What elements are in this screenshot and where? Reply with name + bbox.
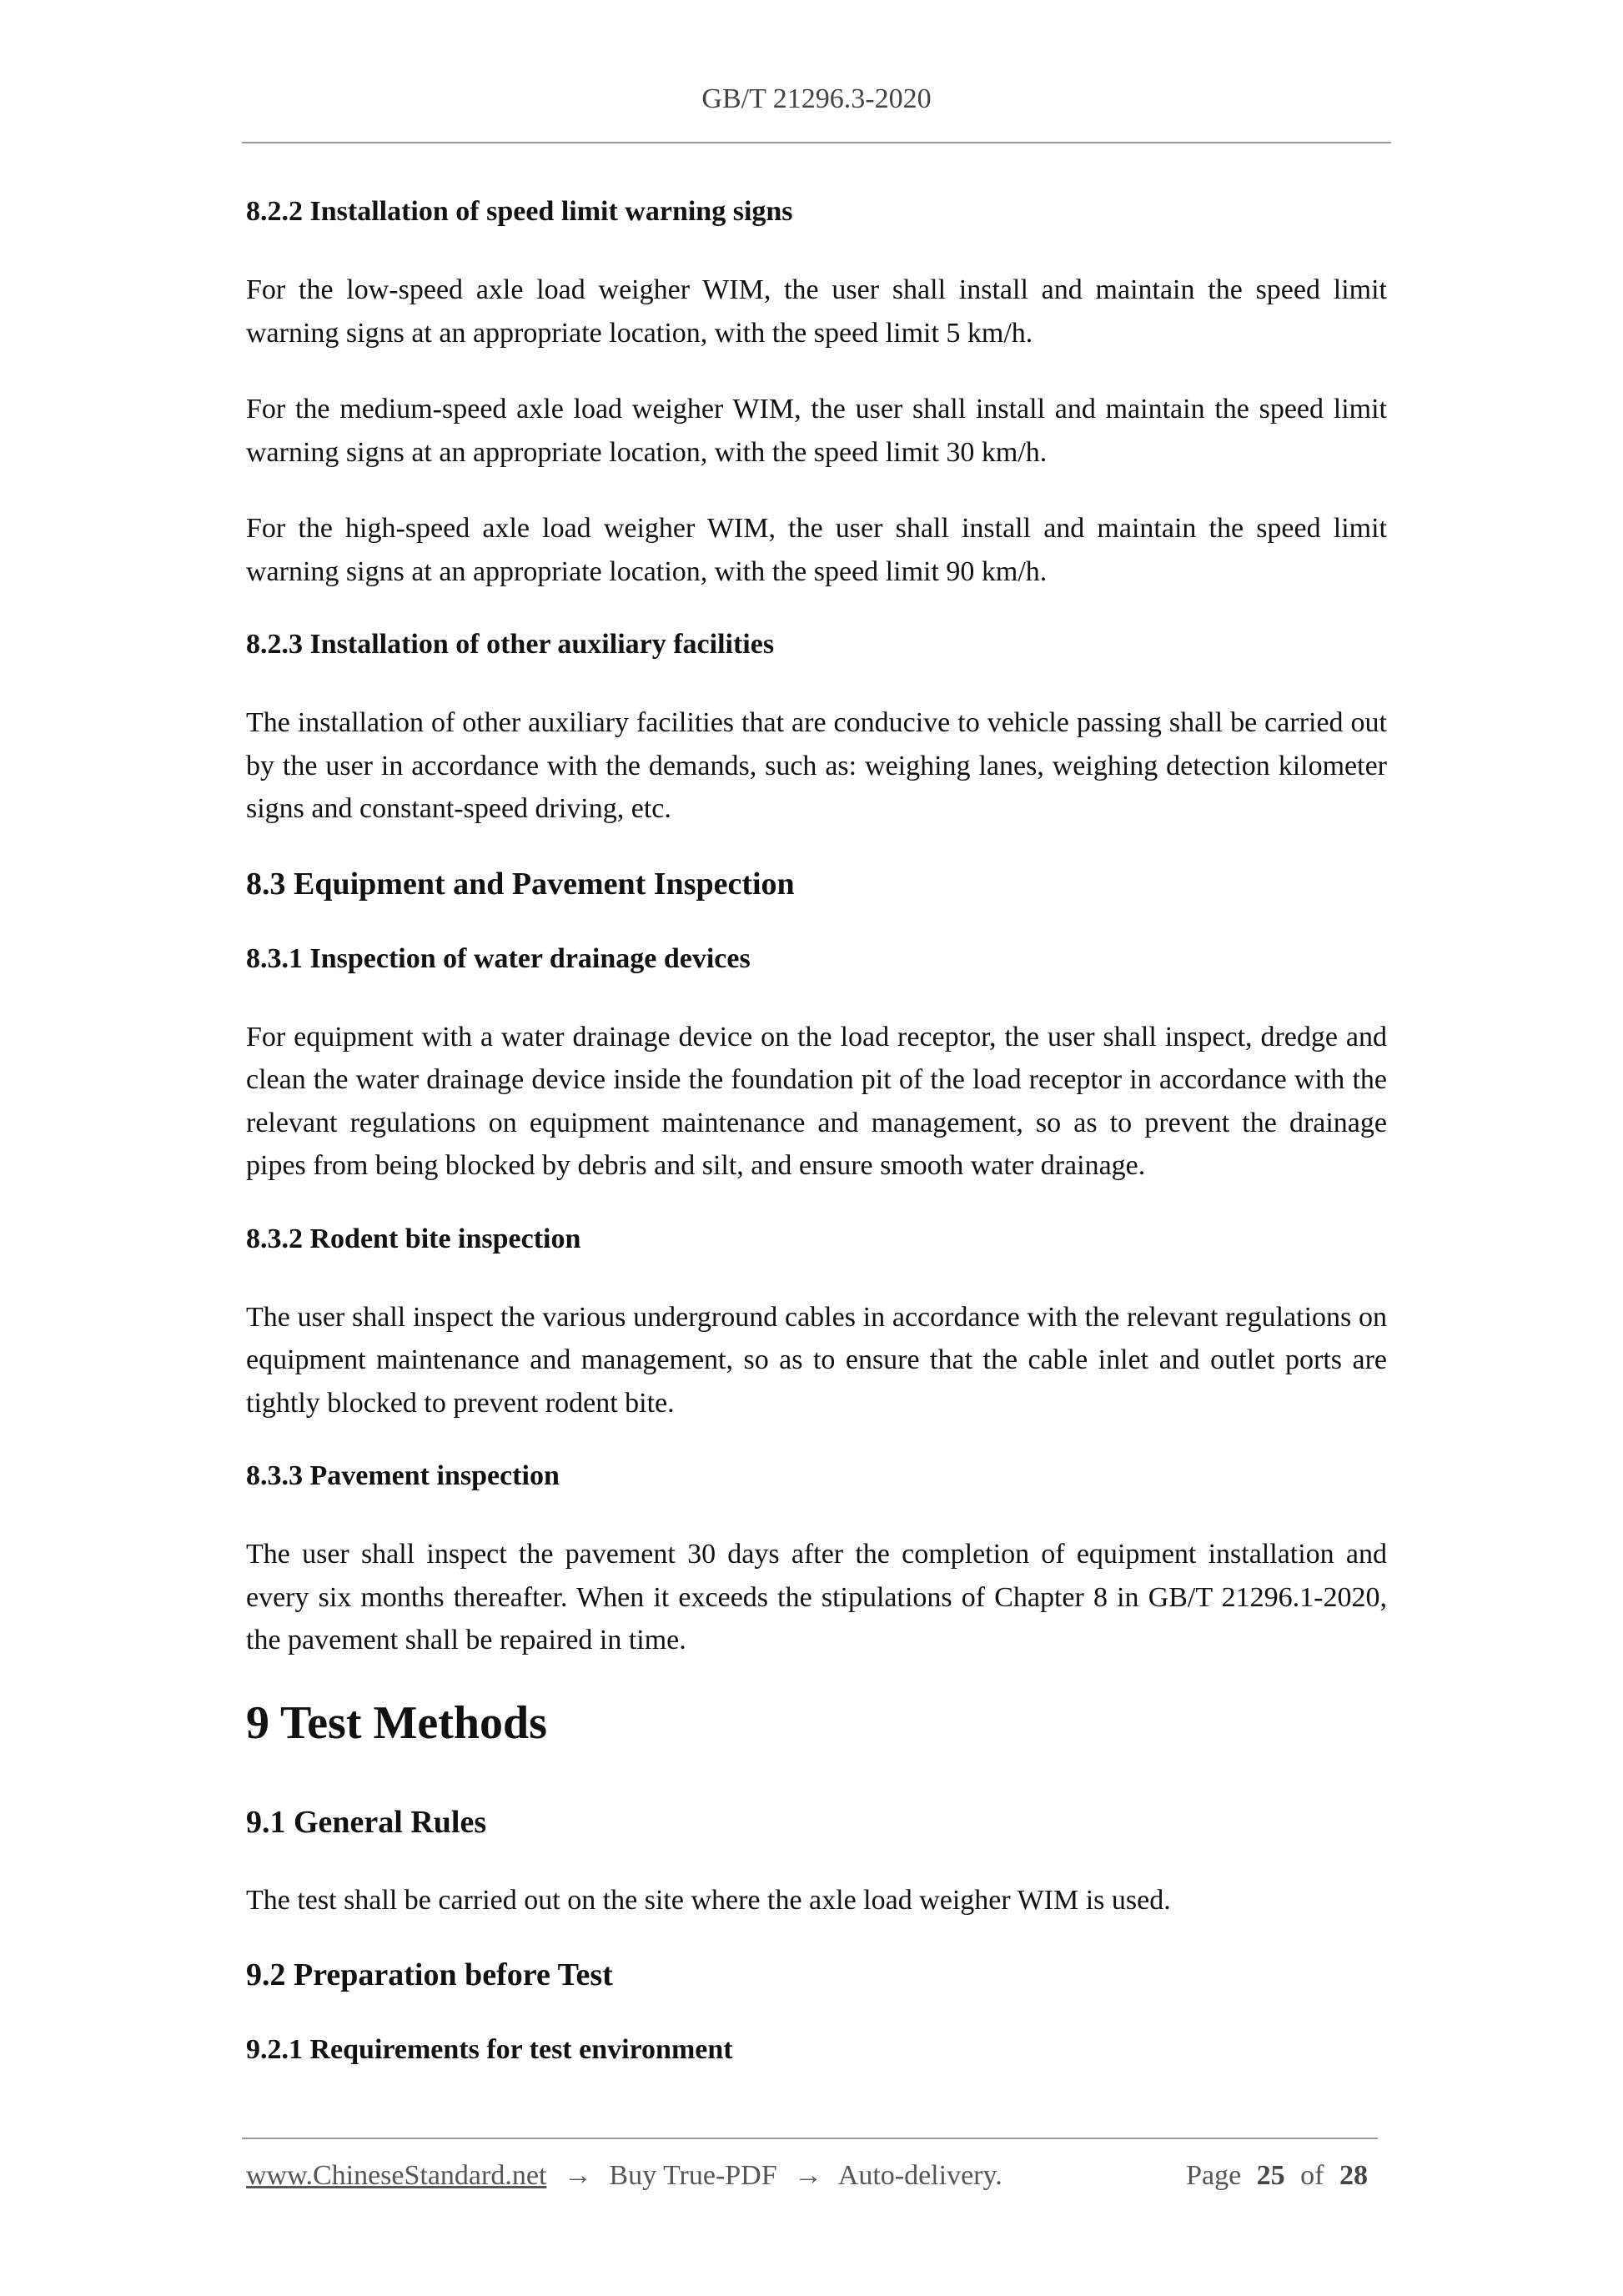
heading-8-3-2: 8.3.2 Rodent bite inspection [246,1223,581,1254]
heading-9: 9 Test Methods [246,1696,547,1749]
paragraph-8-2-2-high-speed: For the high-speed axle load weigher WIM, the user shall install and maintain the speed limit warning signs at an appropriate location, with the speed limit 90 km/h. [246,513,1387,587]
header-divider [242,142,1391,143]
footer-left [246,2160,1002,2192]
heading-9-2: 9.2 Preparation before Test [246,1957,613,1992]
heading-9-2-1: 9.2.1 Requirements for test environment [246,2034,733,2065]
paragraph-8-3-3: The user shall inspect the pavement 30 days after the completion of equipment installation and every six months thereafter. When it exceeds the stipulations of Chapter 8 in GB/T 21296.1-2020, the pavement shall be repaired in time. [246,1539,1387,1655]
running-header: GB/T 21296.3-2020 [701,83,932,114]
heading-8-2-3: 8.2.3 Installation of other auxiliary facilities [246,629,775,660]
footer-divider [242,2138,1378,2139]
heading-8-3-3: 8.3.3 Pavement inspection [246,1460,560,1491]
page-total: 28 [1339,2160,1368,2191]
heading-8-3: 8.3 Equipment and Pavement Inspection [246,866,795,902]
document-body [246,193,1387,2107]
paragraph-8-2-2-low-speed: For the low-speed axle load weigher WIM, the user shall install and maintain the speed limit warning signs at an appropriate location, with the speed limit 5 km/h. [246,274,1387,349]
auto-delivery-text: Auto-delivery. [837,2160,1002,2191]
of-word: of [1300,2160,1324,2191]
paragraph-9-1: The test shall be carried out on the site where the axle load weigher WIM is used. [246,1884,1171,1916]
site-link[interactable]: www.ChineseStandard.net [246,2160,547,2191]
page-footer [246,2160,1376,2192]
right-arrow-icon: → [563,2160,592,2191]
page-word: Page [1186,2160,1242,2191]
heading-9-1: 9.1 General Rules [246,1804,487,1840]
page-current: 25 [1256,2160,1285,2191]
buy-true-pdf-text: Buy True-PDF [609,2160,777,2191]
right-arrow-icon: → [794,2160,823,2191]
paragraph-8-2-2-medium-speed: For the medium-speed axle load weigher WIM, the user shall install and maintain the speed limit warning signs at an appropriate location, with the speed limit 30 km/h. [246,394,1387,468]
paragraph-8-2-3: The installation of other auxiliary facilities that are conducive to vehicle passing shall be carried out by the user in accordance with the demands, such as: weighing lanes, weighing detection kilometer signs and constant-speed driving, etc. [246,707,1387,824]
heading-8-2-2: 8.2.2 Installation of speed limit warning signs [246,196,793,227]
page-indicator [1186,2160,1376,2192]
paragraph-8-3-1: For equipment with a water drainage device on the load receptor, the user shall inspect, dredge and clean the water drainage device inside the foundation pit of the load receptor in accordance with the relevant regulations on equipment maintenance and management, so as to prevent the drainage pipes from being blocked by debris and silt, and ensure smooth water drainage. [246,1021,1387,1181]
paragraph-8-3-2: The user shall inspect the various underground cables in accordance with the relevant regulations on equipment maintenance and management, so as to ensure that the cable inlet and outlet ports are tightly blocked to prevent rodent bite. [246,1301,1387,1419]
heading-8-3-1: 8.3.1 Inspection of water drainage devices [246,942,751,974]
